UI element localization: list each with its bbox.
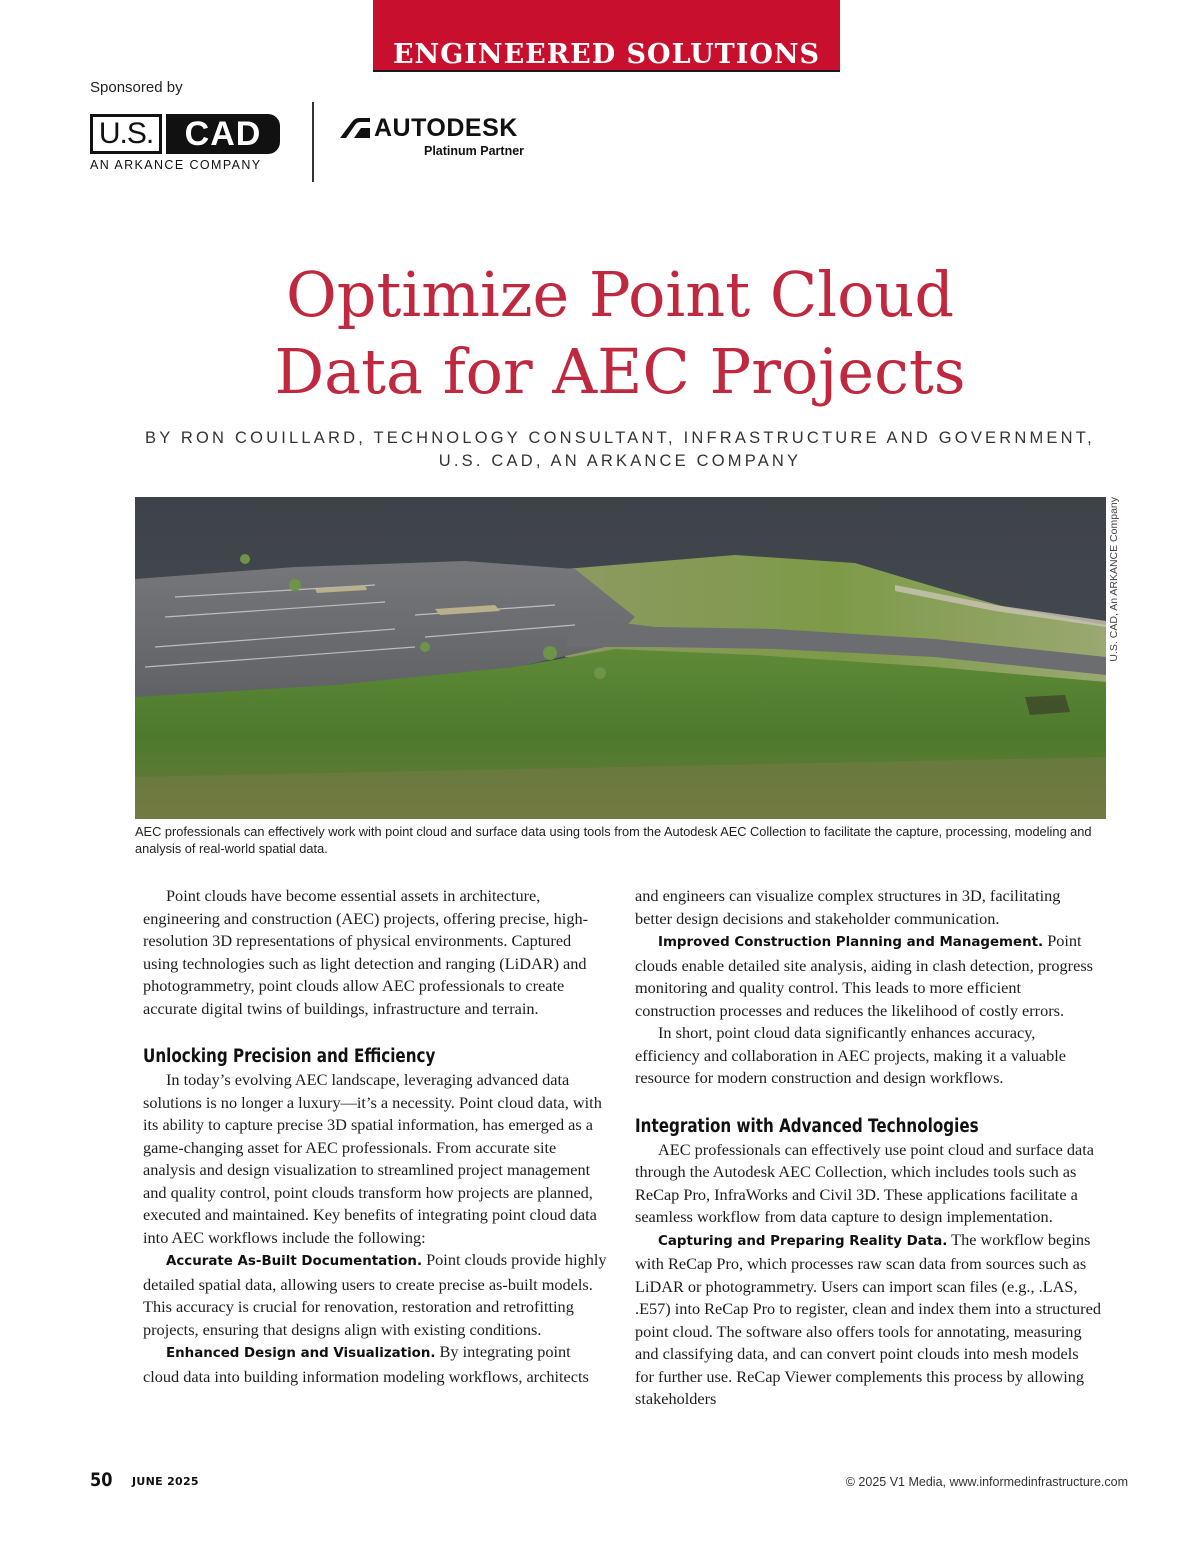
benefit-planning: [635, 930, 1101, 1022]
sponsored-by-label: Sponsored by: [90, 79, 183, 96]
byline-line-1: BY RON COUILLARD, TECHNOLOGY CONSULTANT, INFRASTRUCTURE AND GOVERNMENT,: [145, 429, 1095, 447]
point-cloud-scene: [135, 497, 1106, 819]
byline: [100, 427, 1140, 473]
section2-paragraph: AEC professionals can effectively use point cloud and surface data through the Autodesk AEC Collection, which includes tools such as ReCap Pro, InfraWorks and Civil 3D. These applications facilitate a seamless workflow from data capture to design implementation.: [635, 1139, 1094, 1226]
benefit-design-continued: and engineers can visualize complex structures in 3D, facilitating better design decisions and stakeholder communication.: [635, 886, 1061, 928]
benefit-design-lead: Enhanced Design and Visualization.: [166, 1346, 436, 1361]
logo-divider: [312, 102, 314, 182]
benefit-planning-lead: Improved Construction Planning and Management.: [658, 935, 1044, 950]
section-rule: [373, 70, 840, 72]
spacer: [635, 1090, 1101, 1115]
autodesk-partner-level: Platinum Partner: [424, 144, 525, 158]
benefit-planning-text: Point clouds enable detailed site analysis, aiding in clash detection, progress monitoring and quality control. This leads to more efficient construction processes and reduces the likelihood of costly errors.: [635, 931, 1094, 1020]
point-cloud-photo: [135, 497, 1106, 819]
step-capturing-text: The workflow begins with ReCap Pro, which processes raw scan data from sources such as LiDAR or photogrammetry. Users can import scan files (e.g., .LAS, .E57) into ReCap Pro to register, clean and index them into a structured point cloud. The software also offers tools for annotating, measuring and classifying data, and can convert point clouds into mesh models for further use. ReCap Viewer complements this process by allowing stakeholders: [635, 1229, 1101, 1408]
issue-date: JUNE 2025: [132, 1475, 199, 1488]
section-heading-integration: Integration with Advanced Technologies: [635, 1115, 979, 1137]
title-line-1: Optimize Point Cloud: [285, 258, 955, 331]
section-heading-precision: Unlocking Precision and Efficiency: [143, 1046, 436, 1067]
autodesk-name: AUTODESK: [374, 114, 518, 142]
column-right: [635, 885, 1101, 1411]
article-title: [100, 256, 1140, 410]
intro-paragraph: Point clouds have become essential assets in architecture, engineering and construction (AEC) projects, offering precise, high-resolution 3D representations of physical environments. Captured using technologies such as light detection and ranging (LiDAR) and photogrammetry, point clouds allow AEC professionals to create accurate digital twins of buildings, infrastructure and terrain.: [143, 886, 589, 1018]
benefit-as-built-lead: Accurate As-Built Documentation.: [166, 1254, 423, 1269]
autodesk-mark-icon: [340, 118, 370, 138]
summary-paragraph: In short, point cloud data significantly enhances accuracy, efficiency and collaboration in AEC projects, making it a valuable resource for modern construction and design workflows.: [635, 1023, 1067, 1087]
step-capturing: [635, 1229, 1101, 1411]
section-label: ENGINEERED SOLUTIONS: [392, 39, 821, 70]
photo-caption: AEC professionals can effectively work with point cloud and surface data using tools from the Autodesk AEC Collection to facilitate the capture, processing, modeling and analysis of real-world spatial data.: [135, 824, 1092, 856]
title-line-2: Data for AEC Projects: [274, 335, 966, 408]
benefit-design: [143, 1341, 609, 1388]
photo-credit: [1108, 497, 1126, 662]
byline-line-2: U.S. CAD, AN ARKANCE COMPANY: [438, 452, 802, 470]
page-number: 50: [90, 1469, 113, 1491]
spacer: [143, 1020, 609, 1045]
benefit-as-built-text: Point clouds provide highly detailed spatial data, allowing users to create precise as-built models. This accuracy is crucial for renovation, restoration and retrofitting projects, ensuring that designs align with existing conditions.: [143, 1250, 607, 1339]
column-left: [143, 885, 609, 1388]
uscad-logo-us: U.S.: [90, 114, 162, 154]
autodesk-logo: [340, 114, 540, 164]
uscad-logo: [90, 114, 280, 174]
benefit-design-text: By integrating point cloud data into building information modeling workflows, architects: [143, 1342, 589, 1386]
photo-credit-text: U.S. CAD, An ARKANCE Company: [1108, 497, 1120, 662]
benefit-as-built: [143, 1249, 609, 1341]
step-capturing-lead: Capturing and Preparing Reality Data.: [658, 1233, 948, 1249]
uscad-logo-tagline: AN ARKANCE COMPANY: [90, 158, 262, 172]
copyright: © 2025 V1 Media, www.informedinfrastructure.com: [845, 1475, 1128, 1489]
section1-paragraph: In today’s evolving AEC landscape, leveraging advanced data solutions is no longer a luxury—it’s a necessity. Point cloud data, with its ability to capture precise 3D spatial information, has emerged as a game-changing asset for AEC professionals. From accurate site analysis and design visualization to streamlined project management and quality control, point clouds transform how projects are planned, executed and maintained. Key benefits of integrating point cloud data into AEC workflows include the following:: [143, 1070, 602, 1247]
uscad-logo-cad: CAD: [166, 114, 280, 154]
